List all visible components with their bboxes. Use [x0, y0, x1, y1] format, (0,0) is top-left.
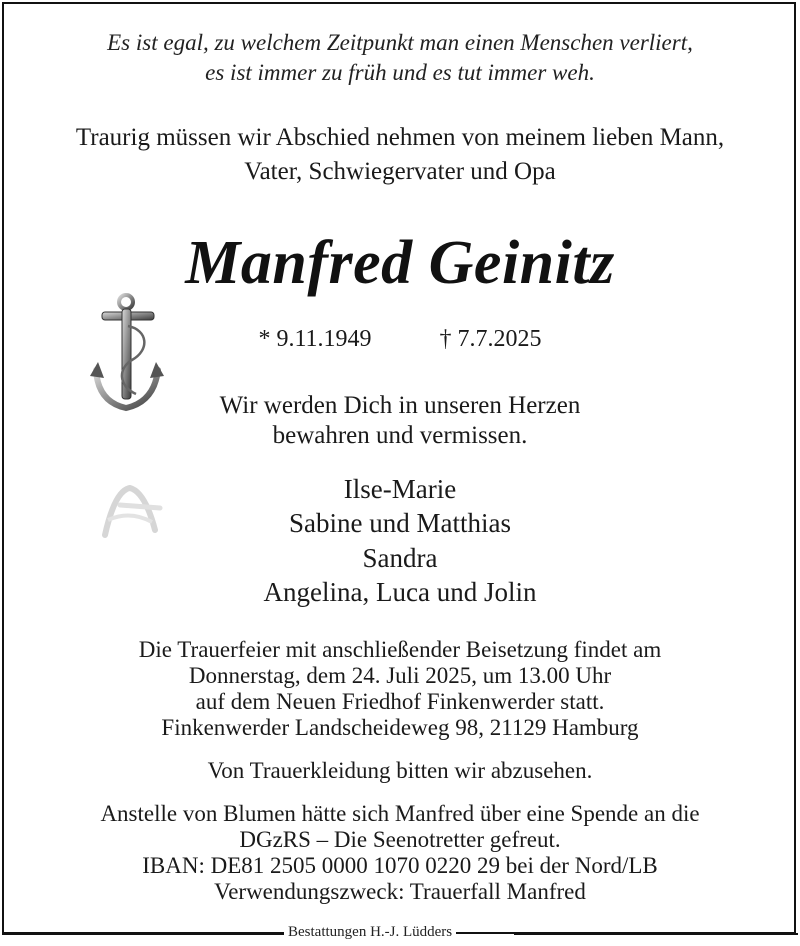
remembrance-line-2: bewahren und vermissen.	[272, 422, 528, 449]
ceremony-line-3: auf dem Neuen Friedhof Finkenwerder statt.	[195, 689, 605, 714]
mourner-2: Sabine und Matthias	[289, 508, 511, 538]
footer-rule-left	[2, 933, 284, 935]
mourner-3: Sandra	[362, 543, 438, 573]
footer	[0, 924, 800, 946]
remembrance-line-1: Wir werden Dich in unseren Herzen	[219, 392, 581, 419]
ceremony-line-2: Donnerstag, dem 24. Juli 2025, um 13.00 Uhr	[188, 663, 612, 688]
mourner-4: Angelina, Luca und Jolin	[263, 577, 537, 607]
quote-line-2: es ist immer zu früh und es tut immer weh.	[205, 60, 595, 85]
donation-line-1: Anstelle von Blumen hätte sich Manfred über eine Spende an die	[100, 801, 700, 826]
life-dates	[0, 326, 800, 353]
mourner-1: Ilse-Marie	[343, 474, 457, 504]
birth-date: * 9.11.1949	[258, 326, 372, 352]
undertaker-name: Bestattungen H.-J. Lüdders	[284, 924, 456, 941]
donation-line-4: Verwendungszweck: Trauerfall Manfred	[214, 879, 586, 904]
footer-rule-right	[514, 933, 798, 935]
quote-line-1: Es ist egal, zu welchem Zeitpunkt man einen Menschen verliert,	[107, 30, 693, 55]
intro-line-1: Traurig müssen wir Abschied nehmen von meinem lieben Mann,	[75, 124, 725, 151]
ceremony-line-1: Die Trauerfeier mit anschließender Beisetzung findet am	[138, 637, 662, 662]
donation-line-2: DGzRS – Die Seenotretter gefreut.	[239, 827, 561, 852]
intro-line-2: Vater, Schwiegervater und Opa	[244, 158, 556, 185]
donation-line-3: IBAN: DE81 2505 0000 1070 0220 29 bei der Nord/LB	[142, 853, 658, 878]
death-date: † 7.7.2025	[439, 326, 542, 352]
deceased-name: Manfred Geinitz	[185, 229, 615, 297]
ceremony-line-4: Finkenwerder Landscheideweg 98, 21129 Hamburg	[161, 715, 639, 740]
mourning-dress-note: Von Trauerkleidung bitten wir abzusehen.	[207, 758, 593, 783]
